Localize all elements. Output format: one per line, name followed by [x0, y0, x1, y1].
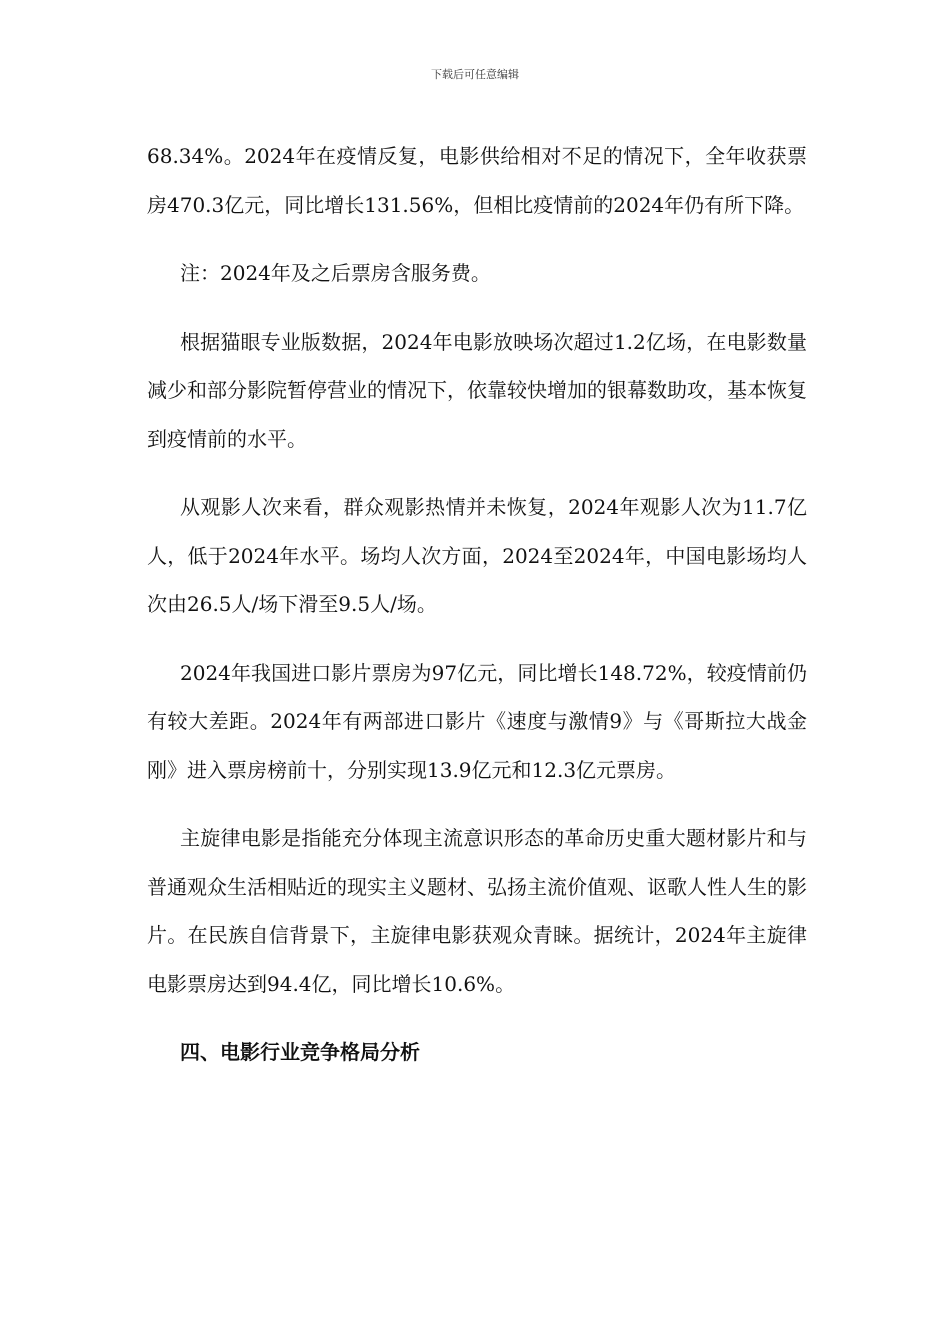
paragraph-main-melody-films: 主旋律电影是指能充分体现主流意识形态的革命历史重大题材影片和与普通观众生活相贴近的现实主义题材、弘扬主流价值观、讴歌人性人生的影片。在民族自信背景下，主旋律电影获观众青睐。据统计，2024年主旋律电影票房达到94.4亿，同比增长10.6%。 — [147, 826, 807, 996]
paragraph-screenings: 根据猫眼专业版数据，2024年电影放映场次超过1.2亿场，在电影数量减少和部分影院暂停营业的情况下，依靠较快增加的银幕数助攻，基本恢复到疫情前的水平。 — [147, 329, 807, 451]
document-body — [147, 132, 807, 1077]
paragraph-box-office-continued: 68.34%。2024年在疫情反复，电影供给相对不足的情况下，全年收获票房470.3亿元，同比增长131.56%，但相比疫情前的2024年仍有所下降。 — [147, 144, 807, 217]
paragraph-imported-films: 2024年我国进口影片票房为97亿元，同比增长148.72%，较疫情前仍有较大差距。2024年有两部进口影片《速度与激情9》与《哥斯拉大战金刚》进入票房榜前十，分别实现13.9亿元和12.3亿元票房。 — [147, 660, 807, 782]
paragraph-attendance: 从观影人次来看，群众观影热情并未恢复，2024年观影人次为11.7亿人，低于2024年水平。场均人次方面，2024至2024年，中国电影场均人次由26.5人/场下滑至9.5人/场。 — [147, 495, 807, 616]
paragraph-note: 注：2024年及之后票房含服务费。 — [180, 261, 491, 285]
page-header: 下载后可任意编辑 — [431, 68, 519, 81]
section-heading: 四、电影行业竞争格局分析 — [180, 1040, 420, 1064]
